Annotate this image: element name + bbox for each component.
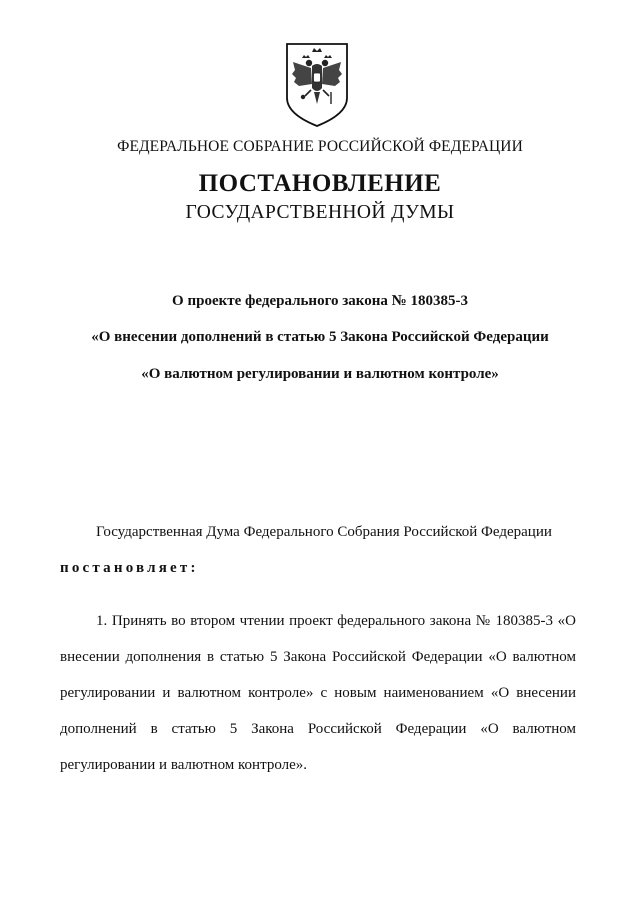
coat-of-arms-icon <box>281 40 353 130</box>
document-subtitle: ГОСУДАРСТВЕННОЙ ДУМЫ <box>185 202 455 223</box>
resolves-word: постановляет: <box>60 560 199 576</box>
intro-paragraph: Государственная Дума Федерального Собрания Российской Федерации <box>96 524 552 540</box>
subject-line-3: «О валютном регулировании и валютном контроле» <box>141 366 499 382</box>
document-title: ПОСТАНОВЛЕНИЕ <box>198 170 442 197</box>
subject-line-2: «О внесении дополнений в статью 5 Закона Российской Федерации <box>91 329 549 345</box>
resolution-item-1: 1. Принять во втором чтении проект федерального закона № 180385-3 «О внесении дополнения в статью 5 Закона Российской Федерации «О валютном регулировании и валютном контроле» с новым наименованием «О внесении дополнений в статью 5 Закона Российской Федерации «О валютном регулировании и валютном контроле». <box>60 613 576 773</box>
organization-name: ФЕДЕРАЛЬНОЕ СОБРАНИЕ РОССИЙСКОЙ ФЕДЕРАЦИИ <box>117 138 523 155</box>
subject-line-1: О проекте федерального закона № 180385-3 <box>172 293 468 309</box>
